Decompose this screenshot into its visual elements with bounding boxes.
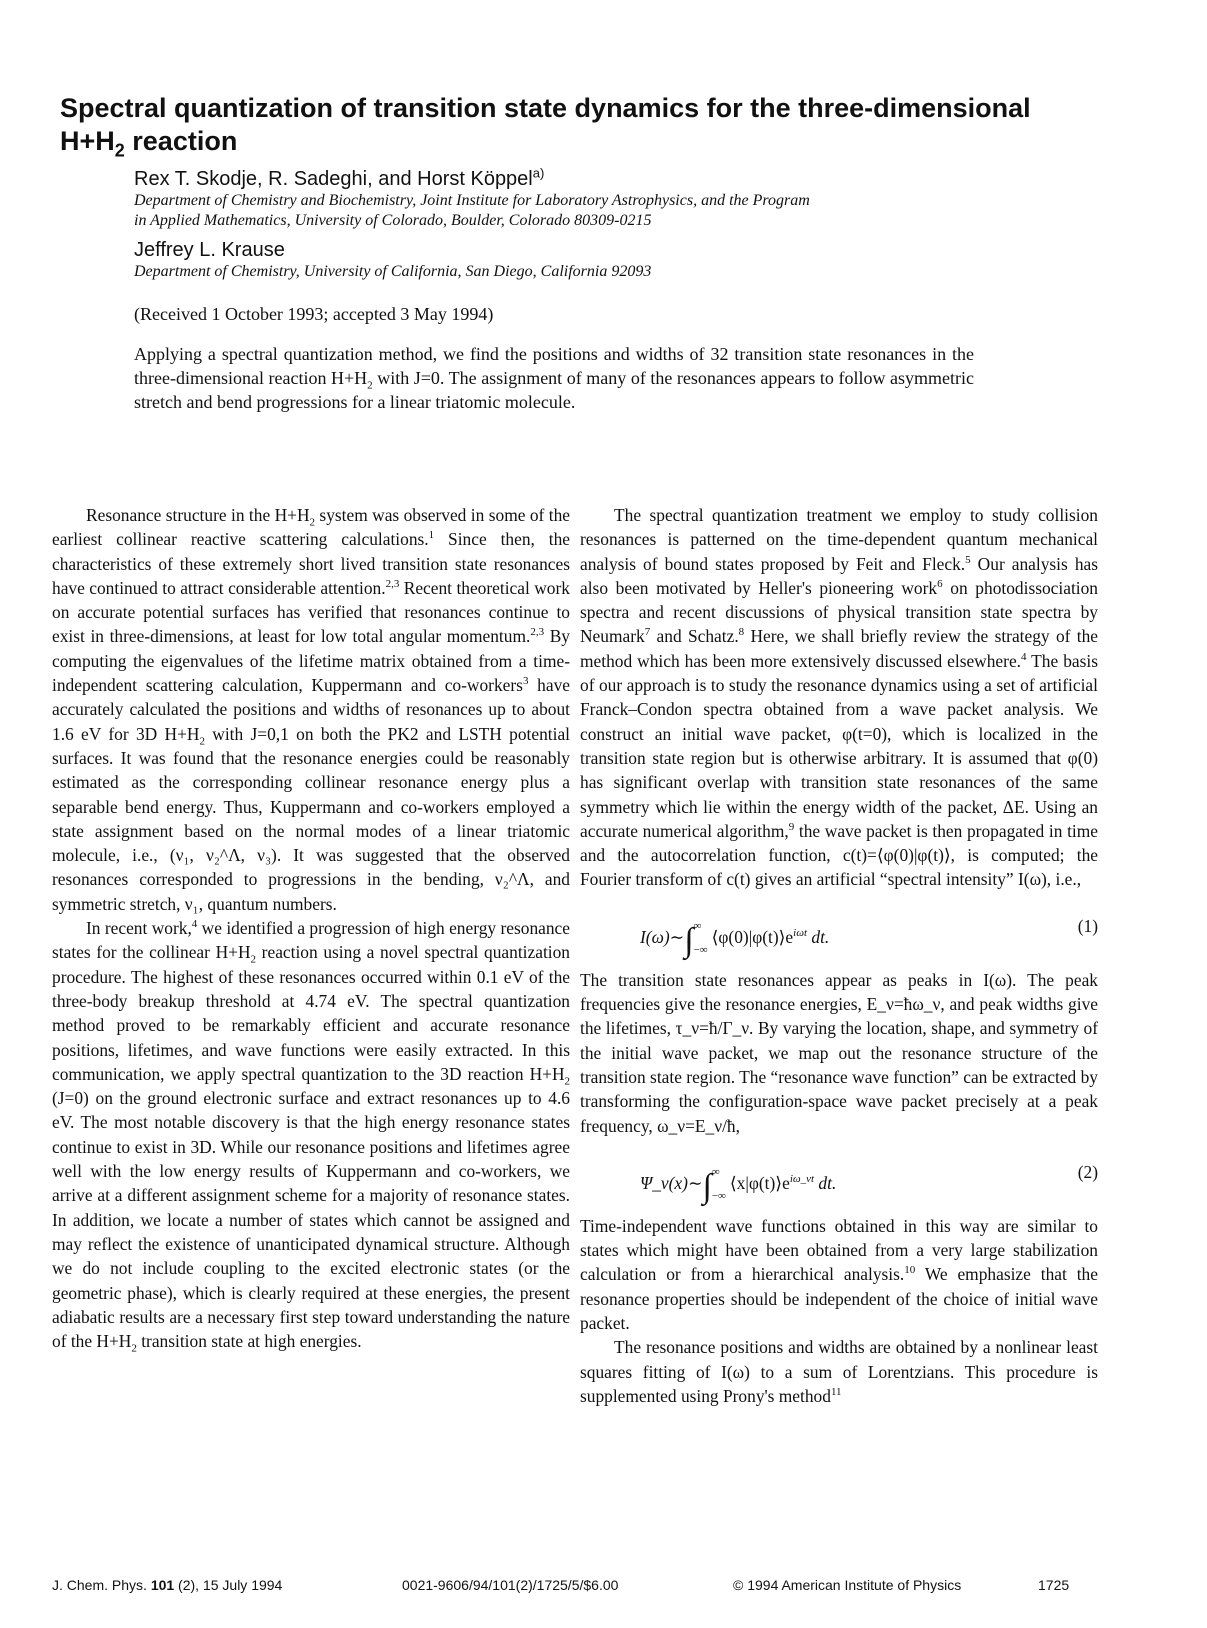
- equation-2: [580, 1152, 1098, 1205]
- equation-1: [580, 906, 1098, 959]
- equation-1-formula: I(ω)∼∫∞ $-\infty⟨\varphi(0)|\varphi(t)⟩e^{i\omega t}$ dt.: [640, 919, 830, 959]
- footer-copyright: © 1994 American Institute of Physics: [733, 1577, 962, 1593]
- footer-journal: J. Chem. Phys. 101 (2), 15 July 1994: [52, 1577, 283, 1593]
- right-paragraph-2: The transition state resonances appear as peaks in I(ω). The peak frequencies give the resonance energies, E_ν=ħω_ν, and peak widths give the lifetimes, τ_ν=ħ/Γ_ν. By varying the location, shape, and symmetry of the initial wave packet, we map out the resonance structure of the transition state region. The “resonance wave function” can be extracted by transforming the configuration-space wave packet precisely at a peak frequency, ω_ν=E_ν/ħ,: [580, 969, 1098, 1136]
- title-line-1: Spectral quantization of transition state dynamics for the three-dimensional: [60, 93, 1031, 123]
- affiliation-1: Department of Chemistry and Biochemistry, Joint Institute for Laboratory Astrophysics, and the Program in Applied Mathematics, University of Colorado, Boulder, Colorado 80309-0215: [134, 192, 810, 229]
- footer-code: 0021-9606/94/101(2)/1725/5/$6.00: [402, 1577, 619, 1593]
- abstract: Applying a spectral quantization method, we find the positions and widths of 32 transition state resonances in the three-dimensional reaction $H+H_2$ with J=0. The assignment of many of the resonances appears to follow asymmetric stretch and bend progressions for a linear triatomic molecule.: [134, 344, 974, 412]
- paper-title: [60, 92, 1160, 161]
- received-date: (Received 1 October 1993; accepted 3 May 1994): [134, 304, 494, 324]
- affiliation-2: Department of Chemistry, University of California, San Diego, California 92093: [134, 263, 652, 280]
- equation-2-number: (2): [1077, 1161, 1098, 1182]
- title-line-2: $H+H_2$ reaction: [60, 126, 238, 161]
- left-column: [52, 503, 570, 1353]
- equation-1-number: (1): [1077, 915, 1098, 936]
- authors-group-2: Jeffrey L. Krause: [134, 239, 285, 261]
- right-paragraph-1: The spectral quantization treatment we employ to study collision resonances is patterned on the time-dependent quantum mechanical analysis of bound states proposed by Feit and Fleck.$^5$ Our analysis has also been motivated by Heller's pioneering work$^6$ on photodissociation spectra and recent discussions of physical transition state spectra by Neumark$^7$ and Schatz.$^8$ Here, we shall briefly review the strategy of the method which has been more extensively discussed elsewhere.$^4$ The basis of our approach is to study the resonance dynamics using a set of artificial Franck–Condon spectra obtained from a wave packet analysis. We construct an initial wave packet, φ(t=0), which is localized in the transition state region but is otherwise arbitrary. It is assumed that φ(0) has significant overlap with transition state resonances of the same symmetry which lie within the energy width of the packet, ΔE. Using an accurate numerical algorithm,$^9$ the wave packet is then propagated in time and the autocorrelation function, c(t)=⟨φ(0)|φ(t)⟩, is computed; the Fourier transform of c(t) gives an artificial “spectral intensity” I(ω), i.e.,: [580, 505, 1099, 890]
- right-paragraph-3: Time-independent wave functions obtained in this way are similar to states which might have been obtained from a very large stabilization calculation or from a hierarchical analysis.$^{10}$ We emphasize that the resonance properties should be independent of the choice of initial wave packet.: [580, 1215, 1098, 1334]
- authors-group-1: Rex T. Skodje, R. Sadeghi, and Horst Köppel$^{a)}$: [134, 165, 545, 190]
- left-paragraph-1: Resonance structure in the $H+H_2$ system was observed in some of the earliest collinear reactive scattering calculations.$^1$ Since then, the characteristics of these extremely short lived transition state resonances have continued to attract considerable attention.$^{2,3}$ Recent theoretical work on accurate potential surfaces has verified that resonances continue to exist in three-dimensions, at least for low total angular momentum.$^{2,3}$ By computing the eigenvalues of the lifetime matrix obtained from a time-independent scattering calculation, Kuppermann and co-workers$^3$ have accurately calculated the positions and widths of resonances up to about 1.6 eV for 3D $H+H_2$ with J=0,1 on both the PK2 and LSTH potential surfaces. It was found that the resonance energies could be reasonably estimated as the corresponding collinear resonance energy plus a separable bend energy. Thus, Kuppermann and co-workers employed a state assignment based on the normal modes of a linear triatomic molecule, i.e., (ν₁, ν₂^Λ, ν₃). It was suggested that the observed resonances corresponded to progressions in the bending, ν₂^Λ, and symmetric stretch, ν₁, quantum numbers.: [52, 505, 571, 914]
- footer-page-number: 1725: [1038, 1577, 1070, 1593]
- right-column: [580, 503, 1098, 1408]
- equation-2-formula: Ψ_ν(x)∼∫∞ $-\infty⟨x|\varphi(t)⟩e^{i\omega\_\nu t}$ dt.: [640, 1165, 837, 1205]
- right-paragraph-4: The resonance positions and widths are obtained by a nonlinear least squares fitting of I(ω) to a sum of Lorentzians. This procedure is supplemented using Prony's method$^{11}$: [580, 1337, 1098, 1406]
- left-paragraph-2: In recent work,$^4$ we identified a progression of high energy resonance states for the collinear $H+H_2$ reaction using a novel spectral quantization procedure. The highest of these resonances occurred within 0.1 eV of the three-body breakup threshold at 4.74 eV. The spectral quantization method proved to be remarkably efficient and accurate resonance positions, lifetimes, and wave functions were easily extracted. In this communication, we apply spectral quantization to the 3D reaction $H+H_2$ (J=0) on the ground electronic surface and extract resonances up to 4.6 eV. The most notable discovery is that the high energy resonance states continue to exist in 3D. While our resonance positions and lifetimes agree well with the low energy results of Kuppermann and co-workers, we arrive at a different assignment scheme for a majority of resonance states. In addition, we locate a number of states which cannot be assigned and may reflect the existence of unanticipated dynamical structure. Although we do not include coupling to the excited electronic states (or the geometric phase), which is clearly required at these energies, the present adiabatic results are a necessary first step toward understanding the nature of the $H+H_2$ transition state at high energies.: [52, 918, 571, 1355]
